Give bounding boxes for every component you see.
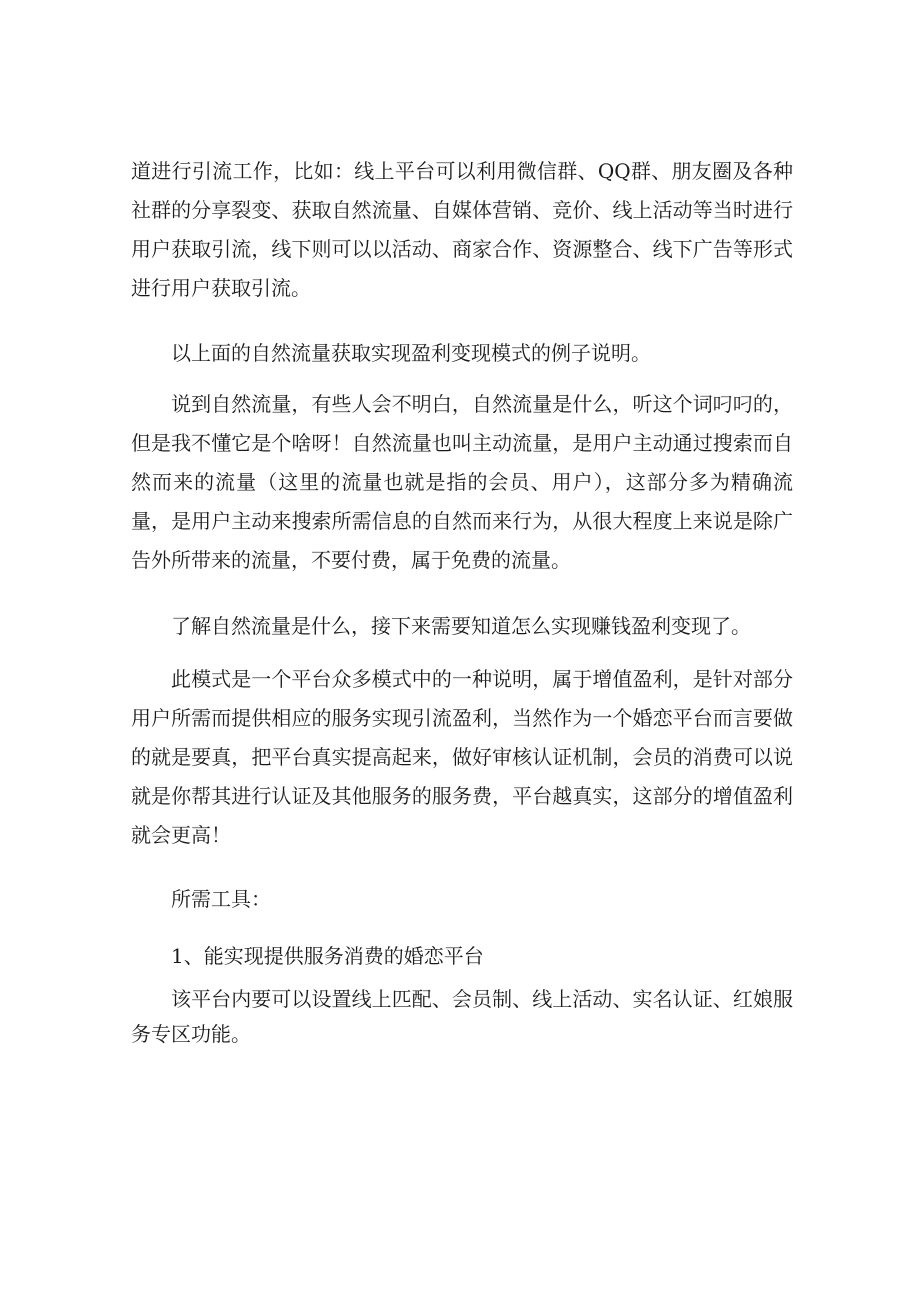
paragraph-platform-features: 该平台内要可以设置线上匹配、会员制、线上活动、实名认证、红娘服务专区功能。 (131, 987, 793, 1046)
paragraph-next-step: 了解自然流量是什么，接下来需要知道怎么实现赚钱盈利变现了。 (171, 614, 751, 638)
paragraph-natural-traffic-definition: 说到自然流量，有些人会不明白，自然流量是什么，听这个词叼叼的，但是我不懂它是个啥呀！自然流量也叫主动流量，是用户主动通过搜索而自然而来的流量（这里的流量也就是指的会员、用户），这部分多为精确流量，是用户主动来搜索所需信息的自然而来行为，从很大程度上来说是除广告外所带来的流量，不要付费，属于免费的流量。 (131, 392, 793, 572)
paragraph-traffic-channels: 道进行引流工作，比如：线上平台可以利用微信群、QQ群、朋友圈及各种社群的分享裂变、获取自然流量、自媒体营销、竞价、线上活动等当时进行用户获取引流，线下则可以以活动、商家合作、资源整合、线下广告等形式进行用户获取引流。 (131, 159, 793, 300)
paragraph-value-added-model: 此模式是一个平台众多模式中的一种说明，属于增值盈利，是针对部分用户所需而提供相应的服务实现引流盈利，当然作为一个婚恋平台而言要做的就是要真，把平台真实提高起来，做好审核认证机制，会员的消费可以说就是你帮其进行认证及其他服务的服务费，平台越真实，这部分的增值盈利就会更高！ (131, 667, 793, 847)
paragraph-tools-heading: 所需工具： (171, 887, 271, 911)
paragraph-example-intro: 以上面的自然流量获取实现盈利变现模式的例子说明。 (171, 341, 651, 365)
paragraph-tool-item-1: 1、能实现提供服务消费的婚恋平台 (171, 944, 484, 968)
